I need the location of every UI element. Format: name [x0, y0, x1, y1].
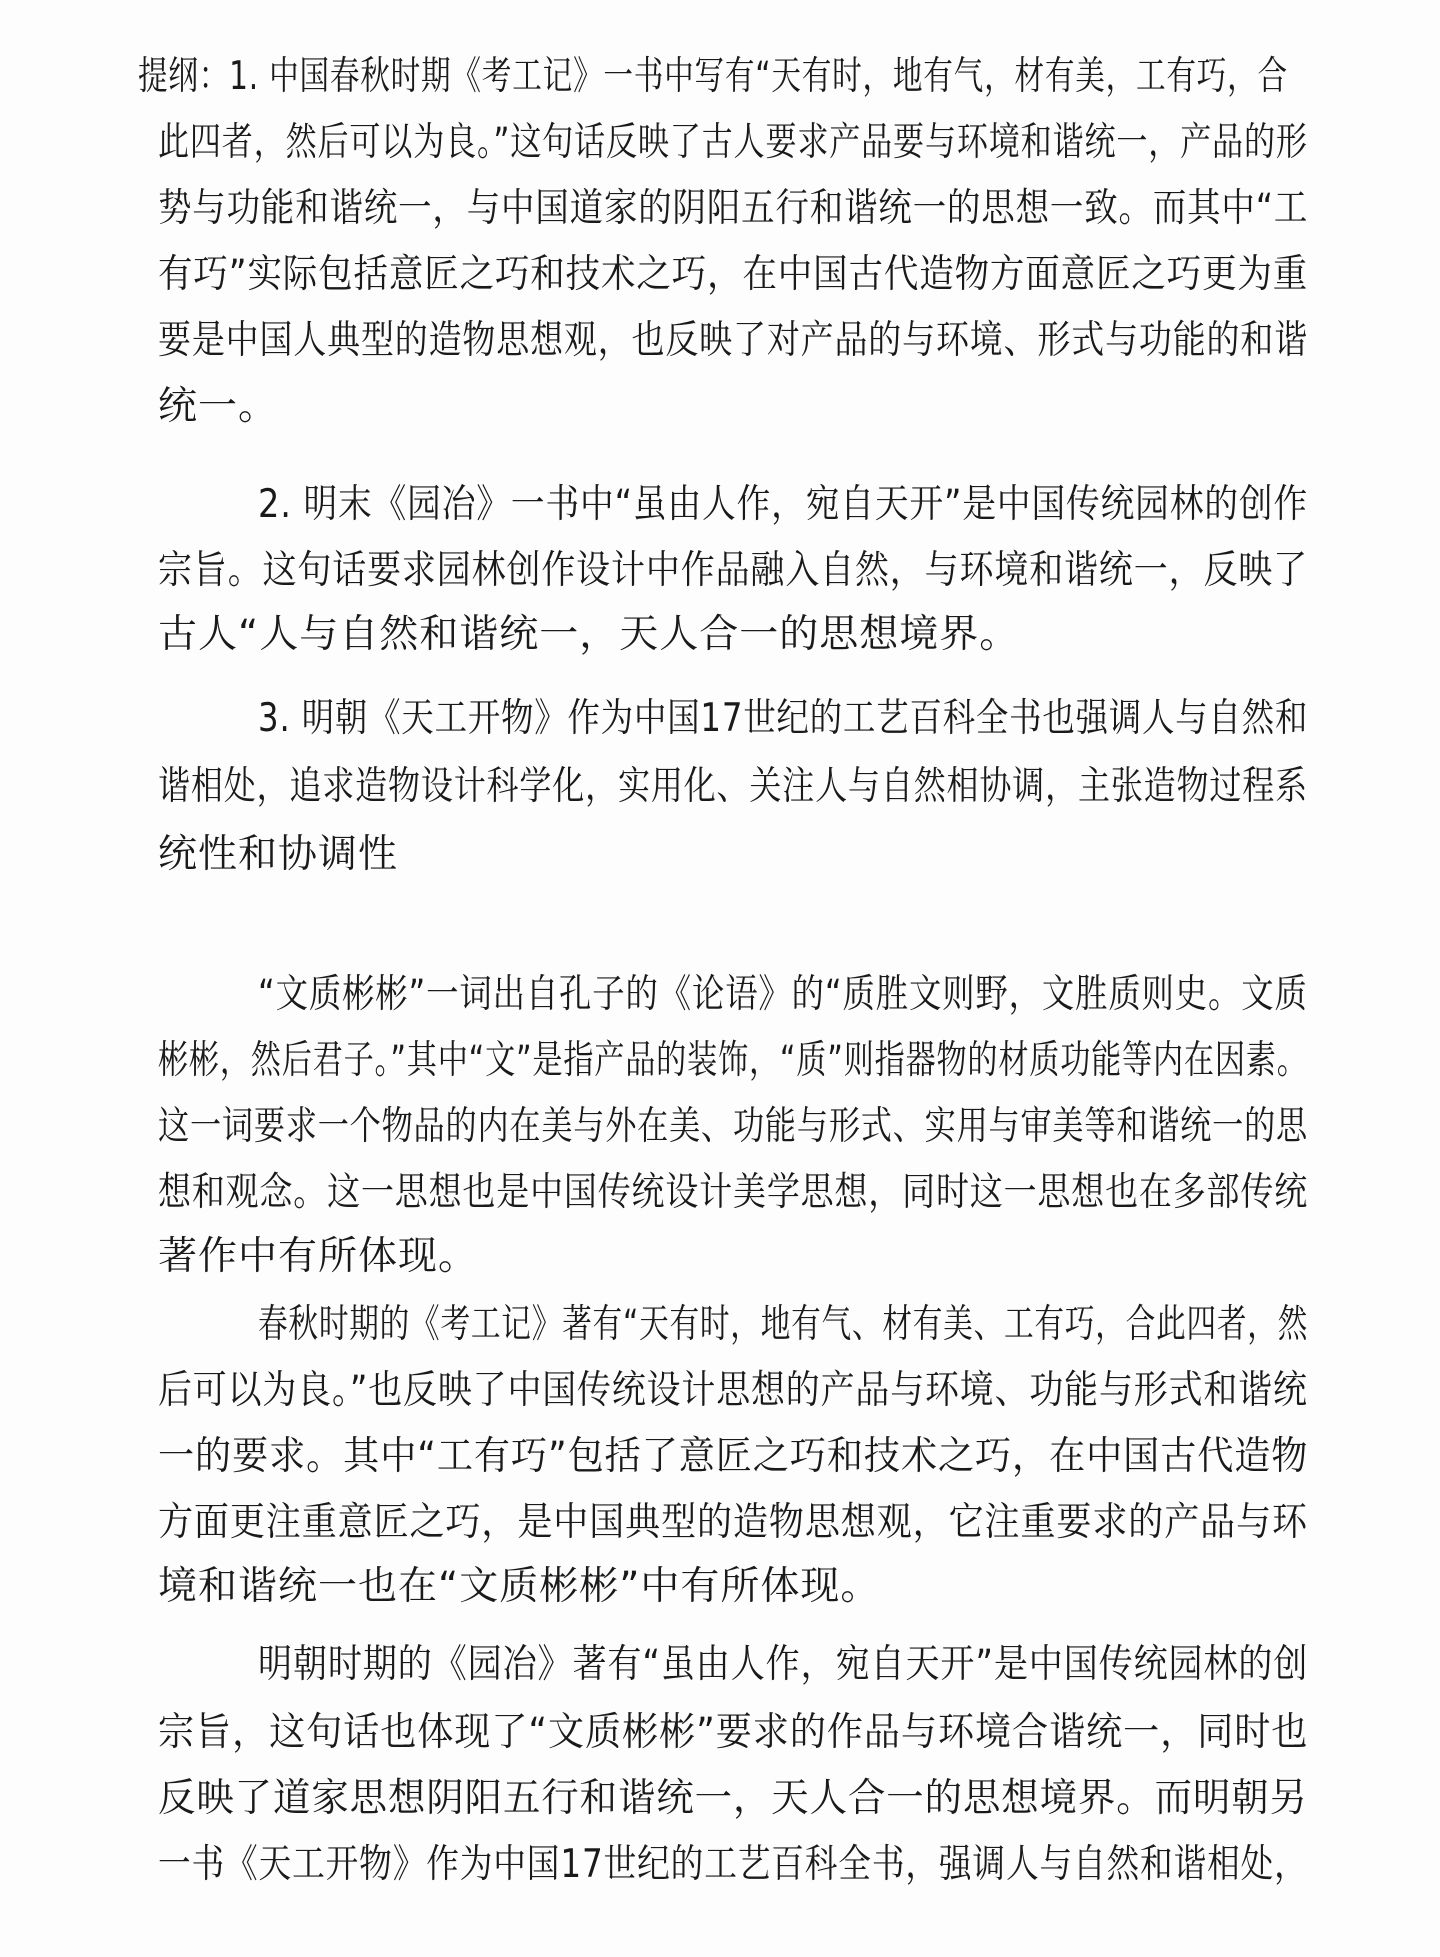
- text-line: 宗旨，这句话也体现了“文质彬彬”要求的作品与环境合谐统一，同时也: [158, 1710, 1309, 1755]
- outline-label: 提纲：: [138, 54, 230, 99]
- text-line: 明朝时期的《园冶》著有“虽由人作，宛自天开”是中国传统园林的创: [258, 1642, 1309, 1687]
- text-line: 要是中国人典型的造物思想观，也反映了对产品的与环境、形式与功能的和谐: [158, 318, 1309, 363]
- text-line: 宗旨。这句话要求园林创作设计中作品融入自然，与环境和谐统一，反映了: [158, 548, 1308, 593]
- text-line: 一书《天工开物》作为中国17世纪的工艺百科全书，强调人与自然和谐相处，: [158, 1842, 1308, 1887]
- text-line: 后可以为良。”也反映了中国传统设计思想的产品与环境、功能与形式和谐统: [158, 1368, 1308, 1413]
- text-line: 3. 明朝《天工开物》作为中国17世纪的工艺百科全书也强调人与自然和: [258, 696, 1309, 741]
- text-line: 彬彬，然后君子。”其中“文”是指产品的装饰，“质”则指器物的材质功能等内在因素。: [158, 1038, 1308, 1083]
- text-line: 这一词要求一个物品的内在美与外在美、功能与形式、实用与审美等和谐统一的思: [158, 1104, 1308, 1149]
- text-line: 有巧”实际包括意匠之巧和技术之巧，在中国古代造物方面意匠之巧更为重: [158, 252, 1309, 297]
- text-line: “文质彬彬”一词出自孔子的《论语》的“质胜文则野，文胜质则史。文质: [258, 972, 1308, 1017]
- text-line: 统性和协调性: [158, 832, 399, 877]
- text-line: 势与功能和谐统一，与中国道家的阴阳五行和谐统一的思想一致。而其中“工: [158, 186, 1309, 231]
- text-line: 2. 明末《园冶》一书中“虽由人作，宛自天开”是中国传统园林的创作: [258, 482, 1309, 527]
- text-line: 此四者，然后可以为良。”这句话反映了古人要求产品要与环境和谐统一，产品的形: [158, 120, 1308, 165]
- text-line: 著作中有所体现。: [158, 1234, 479, 1279]
- text-line: 境和谐统一也在“文质彬彬”中有所体现。: [158, 1564, 881, 1609]
- text-line: 统一。: [158, 384, 279, 429]
- text-line: 想和观念。这一思想也是中国传统设计美学思想，同时这一思想也在多部传统: [158, 1170, 1309, 1215]
- text-line: 谐相处，追求造物设计科学化，实用化、关注人与自然相协调，主张造物过程系: [158, 764, 1308, 809]
- text-line: 一的要求。其中“工有巧”包括了意匠之巧和技术之巧，在中国古代造物: [158, 1434, 1309, 1479]
- outline-line-1: [138, 52, 1288, 102]
- text-line: 反映了道家思想阴阳五行和谐统一，天人合一的思想境界。而明朝另: [158, 1776, 1308, 1821]
- text-line: 春秋时期的《考工记》著有“天有时，地有气、材有美、工有巧，合此四者，然: [258, 1302, 1309, 1347]
- text-line: 1. 中国春秋时期《考工记》一书中写有“天有时，地有气，材有美，工有巧，合: [229, 54, 1288, 99]
- text-line: 方面更注重意匠之巧，是中国典型的造物思想观，它注重要求的产品与环: [158, 1500, 1308, 1545]
- text-line: 古人“人与自然和谐统一，天人合一的思想境界。: [158, 612, 1020, 657]
